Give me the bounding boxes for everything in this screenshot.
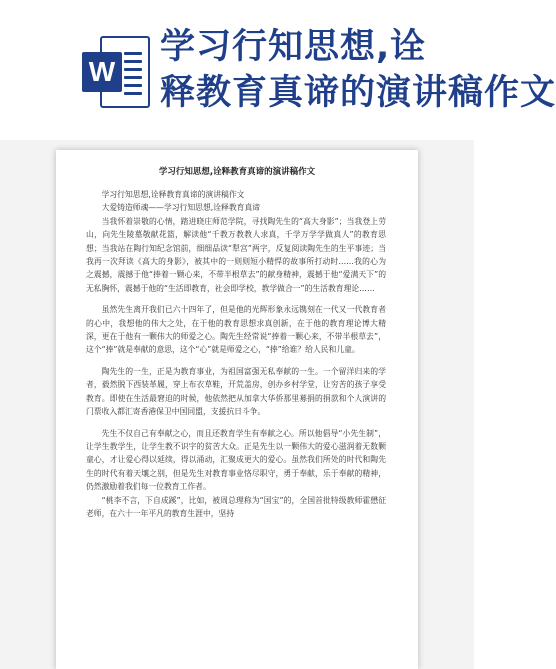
paragraph: 大爱铸造师魂——学习行知思想,诠释教育真谛	[101, 203, 261, 213]
paragraph: 陶先生的一生，正是为教育事业，为祖国富强无私奉献的一生。一个留洋归来的学者，毅然脱下西装革履，穿上布衣草鞋，开荒盖房，创办乡村学堂，让穷苦的孩子享受教育。即使在生活最窘迫的时候，他依然把从加拿大华侨那里募捐的捐款和个人演讲的门票收入都汇寄香港保卫中国同盟，支援抗日斗争。	[86, 366, 386, 417]
page-title-line-1: 学习行知思想,诠	[160, 27, 427, 67]
document-body	[86, 188, 386, 520]
paragraph: “桃李不言，下自成蹊”，比如，被周总理称为“国宝”的，全国首批特级教师霍懋征老师，在六十一年平凡的教育生涯中，坚持	[86, 495, 386, 518]
word-logo-letter: W	[82, 52, 122, 92]
document-page	[56, 150, 418, 669]
paragraph: 虽然先生离开我们已六十四年了，但是他的光辉形象永远镌刻在一代又一代教育者的心中，我想他的伟大之处，在于他的教育思想求真创新，在于他的教育理论博大精深，更在于他有一颗伟大的师爱之心。陶先生经常说“捧着一颗心来，不带半根草去”，这个“捧”就是奉献的意思，这个“心”就是师爱之心，“捧”给谁？给人民和儿童。	[86, 305, 386, 355]
page-title-line-2: 释教育真谛的演讲稿作文	[160, 73, 556, 113]
header-banner	[0, 0, 556, 140]
paragraph: 学习行知思想,诠释教育真谛的演讲稿作文	[101, 190, 245, 199]
paragraph: 先生不仅自己有奉献之心，而且还教育学生有奉献之心。所以他倡导“小先生制”，让学生教学生，让学生教不识字的贫苦大众。正是先生以一颗伟大的爱心滋润着无数颗童心，才让爱心得以延续，得以涌动，汇聚成更大的爱心。虽然我们所处的时代和陶先生的时代有着天壤之别，但是先生对教育事业恪尽职守，勇于奉献，乐于奉献的精神，仍然激励着我们每一位教育工作者。	[86, 428, 386, 492]
paragraph: 当我怀着崇敬的心情，踏进晓庄师范学院，寻找陶先生的“高大身影”；当我登上劳山，向先生陵墓敬献花篮，解读他“千教万教教人求真，千学万学学做真人”的教育思想；当我站在陶行知纪念馆前，细细品读“犁宫”两字，反复阅读陶先生的生平事迹；当我再一次拜读《高大的身影》，被其中的一则则短小精悍的故事所打动时……我的心为之震撼，震撼于他“捧着一颗心来，不带半根草去”的献身精神，震撼于他“爱满天下”的无私胸怀，震撼于他的“生活即教育，社会即学校，教学做合一”的生活教育理论……	[86, 216, 386, 293]
document-title: 学习行知思想,诠释教育真谛的演讲稿作文	[158, 167, 316, 177]
word-document-icon	[82, 30, 148, 112]
